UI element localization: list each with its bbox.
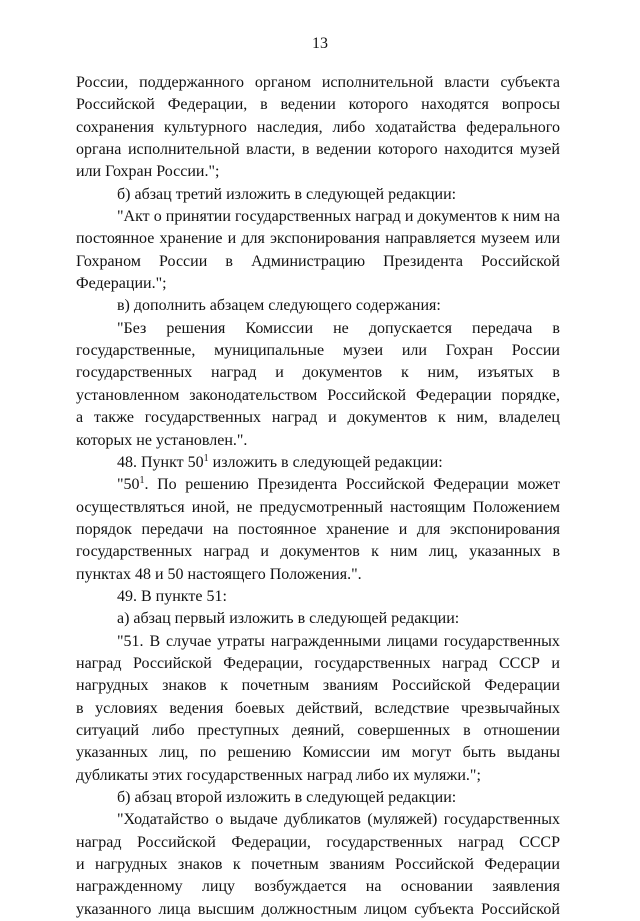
word: установленном: [76, 386, 180, 404]
word: ним,: [456, 409, 488, 427]
word: государственных: [76, 364, 193, 382]
word: порядок: [76, 520, 132, 538]
word: [117, 474, 149, 496]
word: которого: [377, 141, 438, 159]
text-line: [76, 206, 560, 228]
word: Российской: [481, 900, 560, 918]
word: указанного: [76, 900, 152, 918]
text-line: [76, 72, 560, 94]
word: Президента: [257, 476, 338, 494]
word: России: [159, 252, 208, 270]
word: лиц,: [428, 543, 458, 561]
word: хранение: [159, 230, 223, 248]
word: Российской: [481, 252, 560, 270]
word: Российской: [76, 96, 155, 114]
word: лиц,: [159, 744, 189, 762]
word: быть: [462, 744, 496, 762]
text-line: пунктах 48 и 50 настоящего Положения.".: [76, 565, 362, 583]
word: награжденными: [270, 632, 381, 650]
word: наград: [211, 364, 257, 382]
word: наград: [271, 409, 318, 427]
word: нагрудных: [95, 856, 168, 874]
word: наград: [76, 654, 122, 672]
word: деяний,: [292, 721, 345, 739]
word: Федерации: [484, 856, 560, 874]
word: СССР: [499, 654, 540, 672]
word: решению: [227, 744, 292, 762]
word: государственных: [443, 811, 560, 829]
word: государственных: [443, 632, 560, 650]
word: в: [301, 141, 310, 159]
word: в: [76, 699, 84, 717]
word: ходатайства: [375, 118, 457, 136]
word: преступных: [197, 721, 280, 739]
word: исполнительной: [321, 74, 434, 91]
word: Российской: [327, 386, 407, 404]
word: По: [157, 476, 177, 494]
word: также: [93, 409, 134, 427]
text-fragment: "50: [117, 476, 140, 494]
word: "Без: [117, 319, 147, 337]
text-line: [76, 385, 560, 407]
text-line: [76, 94, 560, 116]
word: "51.: [117, 632, 144, 650]
word: для: [416, 520, 441, 538]
word: наград: [203, 543, 249, 561]
word: (муляжей): [367, 811, 438, 829]
word: органом: [254, 74, 311, 91]
word: власти,: [246, 141, 296, 159]
word: Федерации,: [223, 654, 303, 672]
word: выдаче: [229, 811, 278, 829]
word: и: [398, 520, 408, 538]
word: званиям: [329, 856, 385, 874]
word: Федерации: [484, 677, 560, 695]
word: и: [260, 543, 269, 561]
word: о: [215, 811, 224, 829]
word: к: [501, 208, 509, 226]
word: Комиссии: [302, 744, 371, 762]
word: постоянное: [76, 230, 155, 248]
word: наград: [76, 833, 122, 851]
word: власти: [444, 74, 490, 91]
word: направляется: [385, 230, 476, 248]
word: выданы: [507, 744, 560, 762]
word: к: [437, 409, 446, 427]
word: музей: [519, 141, 560, 159]
word: Комиссии: [245, 319, 314, 337]
text-line: [76, 452, 560, 474]
word: музеи: [342, 342, 383, 360]
word: заявления: [492, 878, 560, 896]
text-line: [76, 631, 560, 653]
text-line: [76, 541, 560, 563]
word: в: [463, 721, 471, 739]
word: Положением: [472, 498, 560, 516]
superscript: 1: [139, 475, 145, 487]
word: хранение: [326, 520, 390, 538]
word: владелец: [498, 409, 560, 427]
text-line: дубликаты этих государственных наград либо их муляжи.";: [76, 766, 481, 784]
text-line: [76, 742, 560, 764]
text-line: [76, 698, 560, 720]
word: или: [534, 230, 560, 248]
word: ведении: [316, 141, 372, 159]
word: документов: [347, 409, 428, 427]
word: в: [552, 364, 560, 382]
word: нагрудных: [76, 677, 149, 695]
word: указанных: [76, 744, 148, 762]
word: наград: [442, 654, 488, 672]
word: документов: [302, 364, 383, 382]
word: званиям: [322, 677, 379, 695]
word: исполнительной: [127, 141, 240, 159]
word: и: [76, 856, 85, 874]
text-line: [76, 720, 560, 742]
word: находятся: [421, 96, 489, 114]
word: наград: [458, 833, 504, 851]
word: изъятых: [477, 364, 534, 382]
word: Российской: [136, 833, 216, 851]
word: России,: [76, 74, 129, 91]
word: на: [365, 878, 382, 896]
word: государственных: [76, 543, 193, 561]
word: Федерации: [433, 476, 509, 494]
word: находится: [444, 141, 514, 159]
word: федерального: [466, 118, 560, 136]
text-fragment: 48. Пункт 50: [117, 453, 204, 471]
word: на: [212, 520, 229, 538]
word: в: [225, 252, 233, 270]
word: чрезвычайных: [460, 699, 560, 717]
word: и: [551, 654, 560, 672]
text-line: [76, 474, 560, 496]
word: почетным: [251, 856, 319, 874]
word: СССР: [519, 833, 560, 851]
word: на: [544, 208, 560, 226]
word: в: [260, 96, 268, 114]
word: высшим: [197, 900, 255, 918]
word: могут: [411, 744, 452, 762]
word: иной,: [191, 498, 230, 516]
text-line: [76, 362, 560, 384]
word: случае: [166, 632, 212, 650]
word: в: [552, 543, 560, 561]
word: государственных: [314, 654, 431, 672]
word: государственных: [144, 409, 261, 427]
word: почетным: [241, 677, 310, 695]
word: государственных: [235, 208, 352, 226]
word: возбуждается: [254, 878, 347, 896]
text-line: или Гохран России.";: [76, 163, 220, 181]
text-line: 49. В пункте 51:: [117, 587, 227, 605]
text-line: [76, 899, 560, 921]
word: указанных: [469, 543, 542, 561]
text-fragment: .: [144, 476, 149, 494]
word: и: [275, 364, 284, 382]
text-line: Федерации.";: [76, 275, 167, 293]
word: к: [371, 543, 379, 561]
word: экспонирования: [450, 520, 560, 538]
text-line: [76, 407, 560, 429]
word: музеем: [480, 230, 530, 248]
word: ситуаций: [76, 721, 140, 739]
word: боевых: [234, 699, 285, 717]
word: которого: [348, 96, 409, 114]
text-line: в) дополнить абзацем следующего содержания:: [117, 297, 441, 315]
word: отношении: [483, 721, 560, 739]
word: В: [149, 632, 161, 650]
word: к: [400, 364, 409, 382]
word: органа: [76, 141, 122, 159]
word: должностным: [261, 900, 357, 918]
word: лицу: [201, 878, 235, 896]
word: ним,: [427, 364, 459, 382]
word: Гохран: [445, 342, 493, 360]
word: вследствие: [374, 699, 450, 717]
text-line: [76, 228, 560, 250]
text-line: [76, 251, 560, 273]
text-line: [76, 117, 560, 139]
word: Российской: [345, 476, 425, 494]
text-line: [76, 854, 560, 876]
word: осуществляться: [76, 498, 185, 516]
page-number: 13: [312, 35, 328, 52]
word: знаков: [177, 856, 223, 874]
word: утраты: [217, 632, 265, 650]
word: "Ходатайство: [117, 811, 209, 829]
word: решению: [185, 476, 249, 494]
word: а: [76, 409, 84, 427]
word: законодательством: [189, 386, 318, 404]
word: решения: [166, 319, 226, 337]
word: лица: [158, 900, 191, 918]
word: основании: [400, 878, 473, 896]
word: условиях: [95, 699, 158, 717]
word: государственных: [326, 833, 443, 851]
word: может: [517, 476, 560, 494]
word: предусмотренный: [259, 498, 383, 516]
word: для: [241, 230, 265, 248]
word: порядке,: [501, 386, 560, 404]
text-line: [76, 876, 560, 898]
word: не: [333, 319, 349, 337]
word: допускается: [368, 319, 452, 337]
word: знаков: [162, 677, 207, 695]
word: передачи: [141, 520, 204, 538]
text-fragment: изложить в следующей редакции:: [208, 453, 443, 471]
word: ведения: [169, 699, 224, 717]
word: и: [328, 409, 337, 427]
text-line: [76, 832, 560, 854]
document-body: [76, 72, 560, 921]
word: государственные,: [76, 342, 196, 360]
text-line: которых не установлен.".: [76, 431, 248, 449]
text-line: [76, 139, 560, 161]
text-line: [76, 809, 560, 831]
word: не: [236, 498, 253, 516]
word: принятии: [165, 208, 231, 226]
word: действий,: [296, 699, 363, 717]
word: Российской: [132, 654, 212, 672]
word: либо: [151, 721, 185, 739]
word: субъекта: [414, 900, 474, 918]
word: поддержанного: [139, 74, 245, 91]
word: Президента: [383, 252, 463, 270]
word: награжденному: [76, 878, 183, 896]
word: и: [404, 208, 414, 226]
word: субъекта: [500, 74, 560, 91]
word: о: [153, 208, 162, 226]
text-line: [76, 497, 560, 519]
word: культурного: [163, 118, 247, 136]
word: по: [199, 744, 217, 762]
word: ним: [512, 208, 541, 226]
word: лицами: [386, 632, 438, 650]
text-line: [76, 519, 560, 541]
word: экспонирования: [270, 230, 381, 248]
word: либо: [332, 118, 366, 136]
word: к: [232, 856, 241, 874]
word: Федерации,: [231, 833, 311, 851]
text-line: а) абзац первый изложить в следующей редакции:: [117, 610, 460, 628]
text-line: [76, 675, 560, 697]
word: им: [381, 744, 401, 762]
word: и: [227, 230, 237, 248]
word: России: [511, 342, 560, 360]
word: в: [552, 319, 560, 337]
word: документов: [280, 543, 360, 561]
word: наград: [355, 208, 401, 226]
word: наследия,: [256, 118, 323, 136]
text-line: б) абзац второй изложить в следующей редакции:: [117, 789, 457, 806]
word: передача: [472, 319, 533, 337]
word: ним: [390, 543, 418, 561]
word: Гохраном: [76, 252, 141, 270]
word: вопросы: [501, 96, 560, 114]
word: сохранения: [76, 118, 154, 136]
text-line: б) абзац третий изложить в следующей редакции:: [117, 185, 457, 203]
superscript: 1: [203, 452, 209, 464]
word: совершенных: [357, 721, 451, 739]
word: Федерации,: [167, 96, 248, 114]
word: ведении: [280, 96, 336, 114]
word: постоянное: [238, 520, 317, 538]
word: Администрацию: [251, 252, 366, 270]
word: или: [401, 342, 427, 360]
text-line: [76, 340, 560, 362]
word: настоящим: [389, 498, 466, 516]
word: муниципальные: [214, 342, 325, 360]
word: документов: [417, 208, 498, 226]
word: "Акт: [117, 208, 150, 226]
text-line: [76, 318, 560, 340]
word: Российской: [395, 856, 474, 874]
word: Российской: [391, 677, 471, 695]
word: дубликатов: [284, 811, 361, 829]
word: к: [220, 677, 228, 695]
text-line: [76, 653, 560, 675]
word: лицом: [364, 900, 408, 918]
word: Федерации: [415, 386, 492, 404]
